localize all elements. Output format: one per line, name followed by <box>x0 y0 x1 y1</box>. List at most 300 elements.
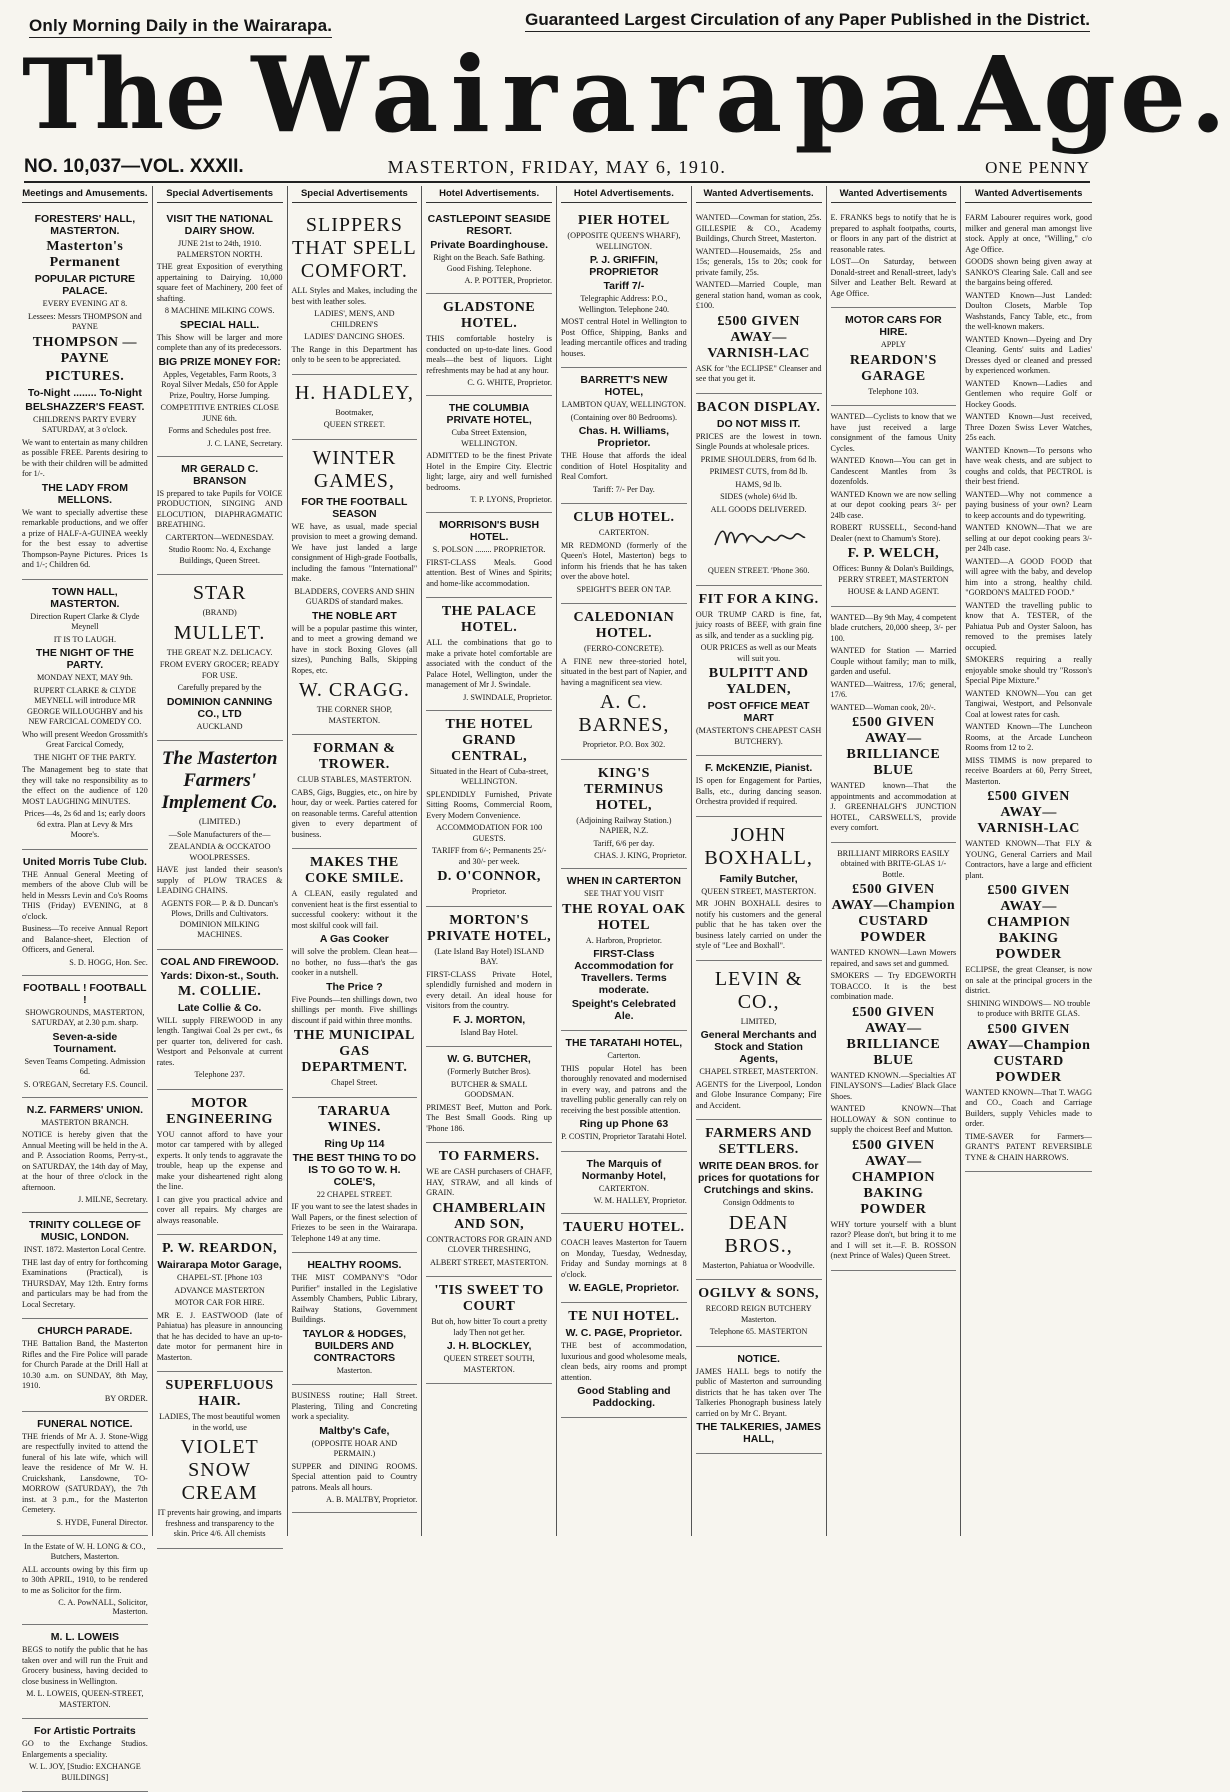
ad-text: H. HADLEY, <box>294 381 414 404</box>
ad-text: N.Z. FARMERS' UNION. <box>26 1103 143 1116</box>
ad-text: WANTED KNOWN—That HOLLOWAY & SON continue to supply the choicest Beef and Mutton. <box>830 1104 957 1134</box>
ad-text: LOST—On Saturday, between Donald-street and Renall-street, lady's Silver and Leather Belt. Reward at Age Office. <box>830 257 957 298</box>
ad-text: J. SWINDALE, Proprietor. <box>463 692 552 702</box>
ad-text: THE friends of Mr A. J. Stone-Wigg are respectfully invited to attend the funeral of his late wife, which will leave the residence of Mr W. H. Cruickshank, Lansdowne, TO-MORROW (SATURDAY), the 7th inst. at 3 p.m., for the Masterton Cemetery. <box>22 1431 148 1514</box>
column-heading: Hotel Advertisements. <box>561 186 687 203</box>
advertisement <box>831 207 957 308</box>
ad-text: MISS TIMMS is now prepared to receive Boarders at 60, Perry Street, Masterton. <box>965 755 1092 786</box>
ad-text: THE NOBLE ART <box>311 609 397 622</box>
ad-text: THE CORNER SHOP, MASTERTON. <box>316 705 393 725</box>
advertisement <box>831 406 957 607</box>
ad-text: WANTED for Station — Married Couple without family; man to milk, garden and useful. <box>830 646 957 676</box>
ad-text: Chas. H. Williams, Proprietor. <box>578 425 670 449</box>
ad-text: ALL the combinations that go to make a private hotel comfortable are associated with the conduct of the Palace Hotel, Wellington, under the management of Mr J. Swindale. <box>426 638 552 689</box>
ad-text: WANTED known—That the appointments and accommodation at J. GREENHALGH'S JUNCTION HOTEL, CARSWELL'S, provide every comfort. <box>830 781 957 832</box>
ad-text: BELSHAZZER'S FEAST. <box>25 400 145 413</box>
ad-text: £500 GIVEN AWAY—Champion CUSTARD POWDER <box>966 1021 1091 1085</box>
ad-text: £500 GIVEN AWAY—CHAMPION BAKING POWDER <box>986 883 1071 962</box>
ad-text: But oh, how bitter To court a pretty lady Then not get her. <box>431 1317 547 1337</box>
ad-text: ASK for "the ECLIPSE" Cleanser and see that you get it. <box>695 363 822 383</box>
ad-text: CHAS. J. KING, Proprietor. <box>594 851 687 860</box>
ad-text: CASTLEPOINT SEASIDE RESORT. <box>427 213 551 237</box>
ad-text: JOHN BOXHALL, <box>704 823 813 869</box>
advertisement <box>22 1412 148 1536</box>
advertisement <box>426 1047 552 1143</box>
ad-text: INST. 1872. Masterton Local Centre. <box>23 1245 146 1254</box>
column-1 <box>18 186 153 1782</box>
ad-text: MAKES THE COKE SMILE. <box>304 855 404 886</box>
ad-text: C. A. PowNALL, Solicitor, Masterton. <box>58 1598 148 1616</box>
ad-text: WANTED KNOWN—That T. WAGG and CO., Coach and Carriage Builders, supply Vehicles made to order. <box>965 1087 1092 1128</box>
ad-text: SPLENDIDLY Furnished, Private Sitting Rooms, Commercial Room, Every Modern Convenience. <box>426 789 552 820</box>
advertisement <box>426 1277 552 1384</box>
ad-text: P. J. GRIFFIN, PROPRIETOR <box>589 254 659 278</box>
advertisement <box>561 1031 687 1152</box>
ad-text: £500 GIVEN AWAY—VARNISH-LAC <box>977 789 1080 836</box>
ad-text: £500 GIVEN AWAY—BRILLIANCE BLUE <box>846 715 941 778</box>
ad-text: SMOKERS — Try EDGEWORTH TOBACCO. It is the best combination made. <box>830 971 957 1001</box>
ad-text: WANTED—Housemaids, 25s and 15s; generals, 15s to 20s; cook for private family, 25s. <box>695 246 822 277</box>
ad-text: NOTICE. <box>737 1352 780 1365</box>
ad-text: Tariff: 7/- Per Day. <box>592 484 655 494</box>
ad-text: THE Battalion Band, the Masterton Rifles and the Fire Police will parade for Church Parade at the Drill Hall at 10.30 a.m. on SUNDAY, 8th May, 1910. <box>22 1339 148 1390</box>
advertisement <box>426 1143 552 1277</box>
advertisement <box>157 1372 283 1549</box>
place-and-date: MASTERTON, FRIDAY, MAY 6, 1910. <box>387 157 727 177</box>
ad-text: AGENTS FOR— P. & D. Duncan's Plows, Drills and Cultivators. DOMINION MILKING MACHINES. <box>161 898 279 939</box>
advertisement <box>292 375 418 440</box>
ad-text: ALL Styles and Makes, including the best with leather soles. <box>291 286 418 306</box>
ad-text: Tariff 7/- <box>603 280 645 292</box>
ad-text: Consign Oddments to <box>722 1198 795 1207</box>
ad-text: FIRST-CLASS Private Hotel, splendidly furnished and modern in every detail. An ideal house for visitors from the country. <box>426 969 552 1010</box>
advertisement <box>157 457 283 576</box>
ad-text: Lessees: Messrs THOMPSON and PAYNE <box>27 311 142 331</box>
ad-text: DEAN BROS., <box>724 1211 793 1257</box>
ad-text: P. COSTIN, Proprietor Taratahi Hotel. <box>561 1132 687 1141</box>
ad-text: W. M. HALLEY, Proprietor. <box>593 1196 687 1205</box>
ad-text: WANTED—Woman cook, 20/-. <box>830 702 936 712</box>
ad-text: MONDAY NEXT, MAY 9th. <box>36 673 133 682</box>
ad-text: WHEN IN CARTERTON <box>566 875 681 887</box>
ad-text: M. COLLIE. <box>178 983 262 999</box>
ad-text: FROM EVERY GROCER; READY FOR USE. <box>159 660 280 680</box>
ad-text: THE Annual General Meeting of members of the above Club will be held in Messrs Levin and Co's Rooms THIS (Friday) EVENING, at 8 o'clock. <box>22 869 148 921</box>
ad-text: WANTED—By 9th May, 4 competent blade crutchers, 20,000 sheep, 3/- per 100. <box>830 612 957 643</box>
ad-text: SHOWGROUNDS, MASTERTON, SATURDAY, at 2.30 p.m. sharp. <box>25 1007 145 1027</box>
ad-text: —Sole Manufacturers of the— <box>168 829 271 839</box>
advertisement <box>292 1098 418 1254</box>
ad-text: SPEIGHT'S BEER ON TAP. <box>576 584 672 594</box>
advertisement <box>426 598 552 711</box>
ad-text: Prices—4s, 2s 6d and 1s; early doors 6d extra. Plan at Levy & Mrs Moore's. <box>24 809 146 839</box>
ad-text: WANTED—Waitress, 17/6; general, 17/6. <box>830 679 957 699</box>
advertisement <box>22 1098 148 1214</box>
ad-text: VISIT THE NATIONAL DAIRY SHOW. <box>166 213 273 237</box>
ad-text: BIG PRIZE MONEY FOR: <box>158 355 281 368</box>
column-2 <box>153 186 288 1536</box>
ad-text: Studio Room: No. 4, Exchange Buildings, Queen Street. <box>168 545 271 565</box>
ad-text: CARTERTON. <box>598 528 649 537</box>
ad-text: C. G. WHITE, Proprietor. <box>467 378 552 387</box>
ad-text: THE MUNICIPAL GAS DEPARTMENT. <box>293 1028 415 1075</box>
ad-text: SEE THAT YOU VISIT <box>584 889 664 898</box>
ad-text: THE last day of entry for forthcoming Examinations (Practical), is THURSDAY, May 12th. Entry forms and particulars may be had from the Local Secretary. <box>22 1257 148 1309</box>
ad-text: Island Bay Hotel. <box>460 1027 518 1037</box>
ad-text: FIT FOR A KING. <box>698 591 819 607</box>
ad-text: Good Stabling and Paddocking. <box>577 1385 671 1409</box>
ad-text: CONTRACTORS FOR GRAIN AND CLOVER THRESHING, <box>426 1234 552 1254</box>
ad-text: Seven-a-side Tournament. <box>52 1030 118 1055</box>
ad-text: IS open for Engagement for Parties, Balls, etc., during dancing season. Orchestra provided if required. <box>695 776 822 806</box>
ad-text: The Marquis of Normanby Hotel, <box>581 1157 666 1182</box>
ad-text: F. J. MORTON, <box>453 1013 526 1026</box>
column-heading: Wanted Advertisements. <box>696 186 822 203</box>
advertisement <box>292 440 418 736</box>
tagline-left: Only Morning Daily in the Wairarapa. <box>29 16 332 38</box>
ad-text: WANTED—Cyclists to know that we have just received a large consignment of the famous Unity Cycles. <box>830 412 957 453</box>
ad-text: We want to specially advertise these remarkable productions, and we offer a prize of HALF-A-GUINEA weekly for the best essay to advertise Thompson-Payne Pictures. Prices 1s and 1/-; Children 6d. <box>22 507 148 569</box>
ad-text: TOWN HALL, MASTERTON. <box>50 585 120 610</box>
ad-text: Apples, Vegetables, Farm Roots, 3 Royal Silver Medals, £50 for Apple Prize, Poultry, Horse Jumping. <box>161 369 279 400</box>
ad-text: will be a popular pastime this winter, and to meet a growing demand we have in stock Boxing Gloves (all sizes), Punching Balls, Skipping Ropes, etc. <box>291 623 418 675</box>
ad-text: Masterton. <box>336 1365 372 1375</box>
ad-text: ADMITTED to be the finest Private Hotel in the Empire City. Electric light; large, airy and well furnished bedrooms. <box>426 451 552 492</box>
ad-text: WANTED—A GOOD FOOD that will agree with the baby, and develop him into a strong, healthy child. "GORDON'S MALTED FOOD." <box>965 556 1092 597</box>
ad-text: THE TARATAHI HOTEL, <box>565 1037 683 1049</box>
ad-text: QUEEN STREET, MASTERTON. <box>701 886 816 896</box>
ad-text: J. H. BLOCKLEY, <box>446 1340 532 1352</box>
ad-text: WINTER GAMES, <box>312 446 397 492</box>
ad-text: Speight's Celebrated Ale. <box>571 998 676 1022</box>
ad-text: M. L. LOWEIS <box>50 1631 119 1643</box>
ad-text: IS prepared to take Pupils for VOICE PRODUCTION, SINGING AND ELOCUTION, DIAPHRAGMATIC BREATHING. <box>156 488 283 529</box>
signature-mark <box>711 521 807 555</box>
ad-text: ALBERT STREET, MASTERTON. <box>430 1257 549 1267</box>
ad-text: LADIES, The most beautiful women in the world, use <box>159 1412 281 1432</box>
ad-text: WANTED—Why not commence a paying business of your own? Learn to keep accounts and do typewriting. <box>965 489 1092 520</box>
ad-text: ALL accounts owing by this firm up to 30th APRIL, 1910, to be rendered to me as Solicitor for the firm. <box>22 1564 148 1595</box>
ad-text: (MASTERTON'S CHEAPEST CASH BUTCHERY). <box>695 726 822 746</box>
advertisement <box>696 586 822 757</box>
ad-text: W. EAGLE, Proprietor. <box>568 1282 679 1294</box>
ad-text: THE NIGHT OF THE PARTY. <box>33 752 136 762</box>
advertisement <box>292 849 418 1098</box>
ad-text: In the Estate of W. H. LONG & CO., Butchers, Masterton. <box>24 1541 146 1561</box>
masthead-the: The <box>22 38 228 151</box>
ad-text: A Gas Cooker <box>319 933 389 945</box>
ad-text: ROBERT RUSSELL, Second-hand Dealer (next to Chamum's Store). <box>830 523 957 543</box>
ad-text: TRINITY COLLEGE OF MUSIC, LONDON. <box>28 1219 141 1243</box>
ad-text: MR JOHN BOXHALL desires to notify his customers and the general public that he has taken over the business lately carried on under the style of "Lee and Boxhall". <box>695 899 822 950</box>
ad-text: TAUERU HOTEL. <box>563 1220 685 1235</box>
ad-text: J. C. LANE, Secretary. <box>207 438 283 448</box>
ad-text: POST OFFICE MEAT MART <box>707 700 810 724</box>
ad-text: TE NUI HOTEL. <box>568 1309 680 1324</box>
ad-text: RUPERT CLARKE & CLYDE MEYNELL will introduce MR GEORGE WILLOUGHBY and his NEW FARCICAL COMEDY CO. <box>27 685 143 726</box>
ad-text: Seven Teams Competing. Admission 6d. <box>24 1056 146 1076</box>
ad-text: FARMERS AND SETTLERS. <box>705 1126 812 1157</box>
ad-text: 22 CHAPEL STREET. <box>316 1189 393 1199</box>
ad-text: WANTED Known—You can get in Candescent Mantles from 3s dozenfolds. <box>830 456 957 486</box>
ad-text: Telephone 237. <box>194 1070 245 1079</box>
ad-text: AUCKLAND <box>196 721 243 731</box>
ad-text: Ring up Phone 63 <box>579 1118 669 1130</box>
ad-text: JAMES HALL begs to notify the public of Masterton and surrounding districts that he has taken over The Talkeries Phonograph business lately carried on by Mr C. Bryant. <box>695 1366 822 1418</box>
advertisement <box>696 1120 822 1280</box>
ad-text: STAR <box>192 582 247 604</box>
ad-text: (BRAND) <box>202 608 237 617</box>
ad-text: GLADSTONE HOTEL. <box>443 300 536 331</box>
ad-text: Direction Rupert Clarke & Clyde Meynell <box>30 611 140 631</box>
ad-text: Masterton, Pahiatua or Woodville. <box>702 1260 815 1270</box>
ad-text: MOTOR CAR FOR HIRE. <box>174 1298 265 1307</box>
ad-text: WANTED—Cowman for station, 25s. GILLESPIE & CO., Academy Buildings, Church Street, Masterton. <box>695 213 822 243</box>
advertisement <box>561 760 687 870</box>
column-4 <box>422 186 557 1536</box>
ad-text: W. G. BUTCHER, <box>447 1053 531 1065</box>
ad-text: BLADDERS, COVERS AND SHIN GUARDS of standard makes. <box>294 586 415 606</box>
ad-text: D. O'CONNOR, <box>437 869 541 884</box>
ad-text: THE NIGHT OF THE PARTY. <box>35 647 134 671</box>
ad-text: MOST central Hotel in Wellington to Post Office, Shipping, Banks and leading mercantile offices and trading houses. <box>561 317 687 358</box>
ad-text: BY ORDER. <box>104 1393 148 1403</box>
advertisement <box>426 207 552 294</box>
ad-text: PRICES are the lowest in town. Single Pounds at wholesale prices. <box>695 431 822 451</box>
tagline-right: Guaranteed Largest Circulation of any Paper Published in the District. <box>525 10 1090 32</box>
ad-text: COAL AND FIREWOOD. <box>160 955 279 968</box>
advertisement <box>292 1253 418 1385</box>
ad-text: Carterton. <box>607 1051 641 1060</box>
ad-text: Who will present Weedon Grossmith's Great Farcical Comedy, <box>22 729 148 749</box>
ad-text: A. B. MALTBY, Proprietor. <box>326 1495 418 1504</box>
ad-text: LAMBTON QUAY, WELLINGTON. <box>561 400 686 409</box>
ad-text: WANTED Known—Just Landed: Doulton Closets, Marble Top Washstands, Fancy Table, etc., from the well-known makers. <box>965 290 1092 331</box>
ad-text: REARDON'S GARAGE <box>849 352 937 384</box>
ad-text: COACH leaves Masterton for Tauern on Monday, Tuesday, Wednesday, Friday and Sunday mornings at 8 o'clock. <box>561 1238 687 1279</box>
ad-text: WANTED KNOWN.—Specialties AT FINLAYSON'S—Ladies' Black Glace Shoes. <box>830 1070 957 1101</box>
ad-text: FIRST-Class Accommodation for Travellers. Terms moderate. <box>574 948 674 996</box>
ad-text: HEALTHY ROOMS. <box>307 1259 402 1271</box>
ad-text: WANTED—Married Couple, man general station hand, woman as cook, £100. <box>695 280 822 310</box>
ad-text: W. C. PAGE, Proprietor. <box>565 1327 683 1339</box>
column-5 <box>557 186 692 1536</box>
ad-text: CHILDREN'S PARTY EVERY SATURDAY, at 3 o'clock. <box>33 414 137 434</box>
masthead-age: Age. <box>958 33 1230 156</box>
ad-text: Maltby's Cafe, <box>319 1424 390 1437</box>
ad-text: General Merchants and Stock and Station Agents, <box>700 1029 817 1065</box>
ad-text: IT prevents hair growing, and imparts freshness and transparency to the skin. Price 4/6. All chemists <box>157 1508 282 1538</box>
ad-text: Wairarapa Motor Garage, <box>157 1259 282 1271</box>
ad-text: OGILVY & SONS, <box>698 1286 819 1301</box>
ad-text: (LIMITED.) <box>199 817 241 826</box>
ad-text: S. HYDE, Funeral Director. <box>56 1517 148 1527</box>
ad-text: WANTED the travelling public to know that A. TESTER, of the Pahiatua Pub and Oyster Saloon, has removed to the premises lately occupied. <box>965 600 1092 652</box>
ad-text: W. CRAGG. <box>298 679 410 701</box>
ad-text: LEVIN & CO., <box>714 967 803 1013</box>
ad-text: THE TALKERIES, JAMES HALL, <box>696 1421 821 1445</box>
ad-text: THE LADY FROM MELLONS. <box>41 481 128 506</box>
ad-text: ACCOMMODATION FOR 100 GUESTS. <box>436 823 543 843</box>
ad-text: WANTED KNOWN—Lawn Mowers repaired, and saws set and gummed. <box>830 948 957 968</box>
ad-text: ADVANCE MASTERTON <box>174 1285 265 1295</box>
ad-text: WANTED Known—Ladies and Gentlemen who require Golf or Hockey Goods. <box>965 378 1092 409</box>
ad-text: WANTED Known we are now selling at our depot cooking pears 3/- per 24lb case. <box>830 489 957 520</box>
column-heading: Meetings and Amusements. <box>22 186 148 203</box>
ad-text: DO NOT MISS IT. <box>716 417 801 430</box>
ad-text: This Show will be larger and more complete than any of its predecessors. <box>156 332 283 352</box>
advertisement <box>292 207 418 375</box>
ad-text: Carefully prepared by the <box>177 683 262 692</box>
ad-text: CHAPEL STREET, MASTERTON. <box>699 1067 818 1076</box>
ad-text: A. C. BARNES, <box>578 691 670 736</box>
dateline <box>24 155 1090 183</box>
advertisement <box>561 207 687 368</box>
ad-text: CLUB STABLES, MASTERTON. <box>297 775 412 784</box>
advertisement <box>561 1152 687 1215</box>
ad-text: LADIES' DANCING SHOES. <box>304 332 405 341</box>
advertisement <box>696 961 822 1121</box>
ad-text: YOU cannot afford to have your motor car tampered with by alleged experts. It only tends to aggravate the trouble, heap up the expense and make your disheartened right along the line. <box>156 1129 283 1191</box>
ad-text: MASTERTON BRANCH. <box>41 1117 129 1127</box>
ad-text: SMOKERS requiring a really enjoyable smoke should try "Rosson's Special Pipe Mixture." <box>965 655 1092 685</box>
advertisement <box>696 1280 822 1347</box>
ad-text: MORTON'S PRIVATE HOTEL, <box>427 912 552 944</box>
ad-text: MR REDMOND (formerly of the Queen's Hotel, Masterton) begs to inform his friends that he has taken over the above hotel. <box>561 540 687 581</box>
ad-text: The Price ? <box>326 980 383 993</box>
ad-text: Business—To receive Annual Report and Balance-sheet, Election of Officers, and General. <box>22 924 148 954</box>
ad-text: S. O'REGAN, Secretary F.S. Council. <box>23 1079 148 1089</box>
ad-text: (Late Island Bay Hotel) ISLAND BAY. <box>434 946 544 966</box>
ad-text: WANTED KNOWN—That FLY & YOUNG, General Carriers and Mail Contractors, have a large and efficient plant. <box>965 839 1092 880</box>
advertisement <box>22 1625 148 1719</box>
ad-text: SIDES (whole) 6½d lb. <box>720 492 798 501</box>
ad-text: SPECIAL HALL. <box>180 318 260 331</box>
ad-text: Forms and Schedules post free. <box>168 426 271 435</box>
ad-text: THIS popular Hotel has been thoroughly renovated and modernised in every way, and patrons and the travelling public generally can rely on receiving the best possible attention. <box>561 1063 687 1115</box>
ad-text: £500 GIVEN AWAY—BRILLIANCE BLUE <box>846 1004 941 1068</box>
ad-text: CLUB HOTEL. <box>573 510 675 525</box>
ad-text: HAVE just landed their season's supply of PLOW TRACES & LEADING CHAINS. <box>156 865 283 895</box>
advertisement <box>965 207 1092 1172</box>
ad-text: WE are CASH purchasers of CHAFF, HAY, STRAW, and all kinds of GRAIN. <box>426 1167 552 1197</box>
ad-text: M. L. LOWEIS, QUEEN-STREET, MASTERTON. <box>26 1689 144 1709</box>
ad-text: A CLEAN, easily regulated and convenient heat is the first essential to successful cookery: without it the most skilful cook will fail. <box>291 889 418 930</box>
ad-text: (Adjoining Railway Station.) NAPIER, N.Z. <box>576 815 672 835</box>
ad-text: JUNE 21st to 24th, 1910. PALMERSTON NORTH. <box>176 239 263 259</box>
ad-text: SLIPPERS THAT SPELL COMFORT. <box>292 214 417 282</box>
ad-text: FORESTERS' HALL, MASTERTON. <box>34 213 136 237</box>
advertisement <box>157 1235 283 1372</box>
advertisement <box>696 207 822 394</box>
ad-text: TAYLOR & HODGES, BUILDERS AND CONTRACTORS <box>302 1327 406 1364</box>
ad-text: OUR PRICES as well as our Meats will suit you. <box>700 643 817 663</box>
advertisement <box>426 907 552 1048</box>
ad-text: ECLIPSE, the great Cleanser, is now on sale at the principal grocers in the district. <box>965 965 1092 995</box>
ad-text: For Artistic Portraits <box>34 1725 136 1737</box>
ad-text: IF you want to see the latest shades in Wall Papers, or the finest selection of Friezes to be seen in the Wairarapa. Telephone 149 at any time. <box>291 1202 418 1243</box>
advertisement <box>831 607 957 843</box>
ad-text: ZEALANDIA & OCCKATOO WOOLPRESSES. <box>168 842 271 862</box>
ad-text: PRIMEST CUTS, from 8d lb. <box>709 467 808 476</box>
column-7 <box>827 186 962 1536</box>
ad-text: THE MIST COMPANY'S "Odor Purifier" installed in the Legislative Assembly Chambers, Public Library, Railway Stations, Government Buildings. <box>291 1273 418 1324</box>
column-heading: Special Advertisements <box>157 186 283 203</box>
advertisement <box>831 843 957 1271</box>
advertisement <box>22 207 148 580</box>
ad-text: Family Butcher, <box>719 872 798 885</box>
ad-text: PICTURES. <box>45 368 125 384</box>
ad-text: Five Pounds—ten shillings down, two shillings per month. Five shillings discount if paid within three months. <box>291 994 418 1025</box>
ad-text: (Formerly Butcher Bros). <box>447 1067 531 1076</box>
ad-text: CALEDONIAN HOTEL. <box>573 610 675 641</box>
ad-text: The Masterton Farmers' Implement Co. <box>161 748 278 813</box>
advertisement <box>292 735 418 849</box>
ad-text: Masterton's Permanent <box>46 239 124 270</box>
ad-text: TARIFF from 6/-; Permanents 25/- and 30/- per week. <box>431 846 547 866</box>
ad-text: W. L. JOY, [Studio: EXCHANGE BUILDINGS] <box>29 1762 141 1782</box>
ad-text: FOR THE FOOTBALL SEASON <box>301 495 408 520</box>
advertisement <box>22 850 148 976</box>
advertisement <box>157 950 283 1090</box>
ad-text: 'TIS SWEET TO COURT <box>434 1283 544 1314</box>
advertisement <box>696 817 822 961</box>
ad-text: BUSINESS routine; Hall Street. Plastering, Tiling and Concreting work a speciality. <box>291 1391 418 1421</box>
advertisement <box>561 368 687 504</box>
ad-text: MULLET. <box>173 621 266 644</box>
ad-text: SHINING WINDOWS— NO trouble to produce with BRITE GLAS. <box>966 998 1091 1018</box>
masthead-wairarapa: Wairarapa <box>251 33 959 156</box>
ad-text: AGENTS for the Liverpool, London and Globe Insurance Company; Fire and Accident. <box>695 1079 822 1110</box>
advertisement <box>831 308 957 406</box>
ad-text: I can give you practical advice and cover all repairs. My charges are always reasonable. <box>156 1194 283 1225</box>
ad-text: FIRST-CLASS Meals. Good attention. Best of Wines and Spirits; and home-like accommodation. <box>426 557 552 588</box>
ad-text: 8 MACHINE MILKING COWS. <box>164 306 275 315</box>
ad-text: ALL GOODS DELIVERED. <box>710 504 807 514</box>
issue-number: NO. 10,037—VOL. XXXII. <box>24 156 244 177</box>
advertisement <box>426 513 552 598</box>
ad-text: QUEEN STREET. <box>323 420 385 429</box>
ad-text: Proprietor. P.O. Box 302. <box>582 740 666 749</box>
ad-text: (FERRO-CONCRETE). <box>583 644 664 653</box>
advertisement <box>157 207 283 457</box>
ad-text: PRIME SHOULDERS, from 6d lb. <box>700 454 817 464</box>
ad-text: A FINE new three-storied hotel, situated in the best part of Napier, and having a magnificent sea view. <box>561 656 687 687</box>
ad-text: FOOTBALL ! FOOTBALL ! <box>23 981 147 1006</box>
advertisement <box>22 1213 148 1319</box>
advertisement <box>22 1719 148 1792</box>
ad-text: FORMAN & TROWER. <box>313 741 396 772</box>
ad-text: Cuba Street Extension, WELLINGTON. <box>451 428 527 448</box>
column-3 <box>288 186 423 1536</box>
advertisement <box>292 1385 418 1513</box>
ad-text: IT IS TO LAUGH. <box>53 634 117 644</box>
ad-text: We want to entertain as many children as possible FREE. Parents desiring to be with their children will be admitted for 1/-. <box>22 437 148 478</box>
ad-text: Right on the Beach. Safe Bathing. Good Fishing. Telephone. <box>433 253 545 273</box>
ad-text: WANTED Known—Dyeing and Dry Cleaning. Gents' suits and Ladies' Dresses dyed or cleaned and pressed by experienced workmen. <box>965 334 1092 375</box>
ad-text: WANTED Known—To persons who have weak chests, and are subject to coughs and colds, that PECTROL is their best friend. <box>965 445 1092 486</box>
ad-text: MORRISON'S BUSH HOTEL. <box>439 519 540 543</box>
ad-text: The Range in this Department has only to be seen to be appreciated. <box>291 344 418 364</box>
ad-text: Bootmaker, <box>335 407 374 417</box>
advertisement <box>696 1347 822 1455</box>
ad-text: WANTED KNOWN—You can get Tangiwai, Westport, and Pelsonvale Coal at lowest rates for cash. <box>965 688 1092 719</box>
advertisement <box>561 604 687 760</box>
ad-text: CHAMBERLAIN AND SON, <box>432 1200 546 1232</box>
ad-text: Private Boardinghouse. <box>430 239 549 251</box>
ad-text: Proprietor. <box>471 887 507 896</box>
ad-text: CHAPEL-ST. [Phone 103 <box>177 1273 263 1282</box>
